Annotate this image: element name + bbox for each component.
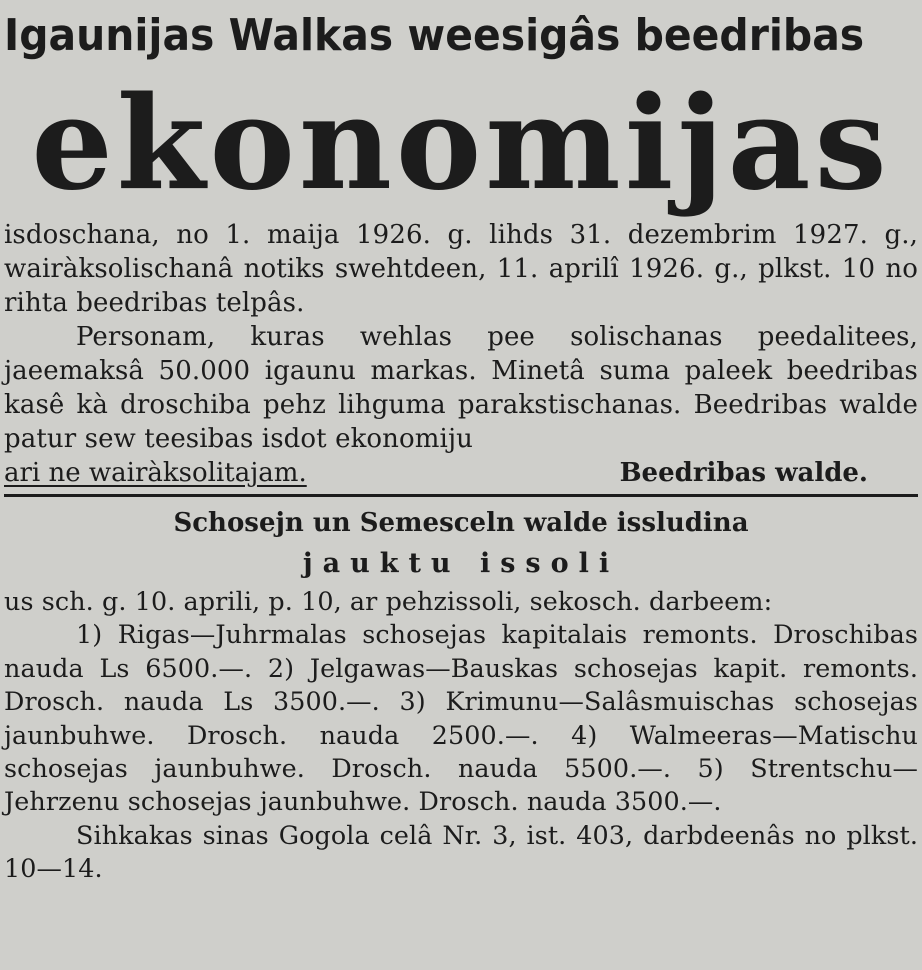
notice-heading: Schosejn un Semesceln walde issludina bbox=[173, 508, 749, 538]
advert-signature: Beedribas walde. bbox=[619, 458, 868, 488]
advert-paragraph-1: isdoschana, no 1. maija 1926. g. lihds 31. dezembrim 1927. g., wairàksolischanâ notiks swehtdeen, 11. aprilî 1926. g., plkst. 10 no rihta beedribas telpâs. bbox=[4, 220, 918, 318]
notice-subheading: jauktu issoli bbox=[302, 548, 620, 579]
advert-paragraph-2: Personam, kuras wehlas pee solischanas peedalitees, jaeemaksâ 50.000 igaunu markas. Minetâ suma paleek beedribas kasê kà droschiba pehz lihguma parakstischanas. Beedribas walde patur sew teesibas isdot ekonomiju bbox=[4, 322, 918, 454]
advert-headline: ekonomijas bbox=[31, 69, 891, 219]
notice-footer: Sihkakas sinas Gogola celâ Nr. 3, ist. 403, darbdeenâs no plkst. 10—14. bbox=[4, 819, 918, 884]
advert-last-line: ari ne wairàksolitajam. bbox=[4, 458, 307, 488]
section-divider bbox=[4, 494, 918, 497]
road-board-notice bbox=[4, 503, 918, 886]
economy-auction-advert bbox=[4, 0, 918, 490]
notice-intro: us sch. g. 10. aprili, p. 10, ar pehzissoli, sekosch. darbeem: bbox=[4, 586, 773, 616]
advert-closing-row bbox=[4, 456, 918, 490]
advert-title: Igaunijas Walkas weesigâs beedribas bbox=[4, 10, 865, 61]
notice-works-list: 1) Rigas—Juhrmalas schosejas kapitalais remonts. Droschibas nauda Ls 6500.—. 2) Jelgawas—Bauskas schosejas kapit. remonts. Drosch. nauda Ls 3500.—. 3) Krimunu—Salâsmuischas schosejas jaunbuhwe. Drosch. nauda 2500.—. 4) Walmeeras—Matischu schosejas jaunbuhwe. Drosch. nauda 5500.—. 5) Strentschu—Jehrzenu schosejas jaunbuhwe. Drosch. nauda 3500.—. bbox=[4, 619, 918, 817]
